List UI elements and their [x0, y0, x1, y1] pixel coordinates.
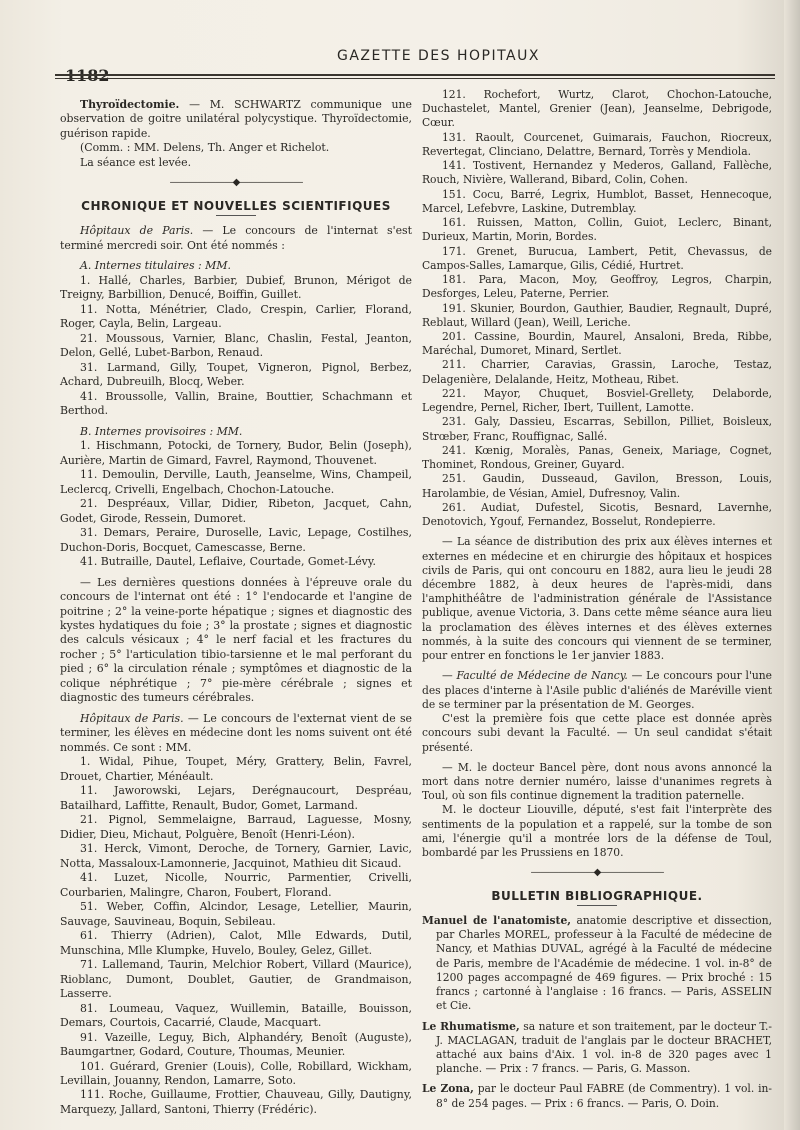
intro-text: — Le concours de l'internat s'est terminé mercredi soir. Ont été nommés : — [60, 224, 412, 252]
distribution-paragraph: — La séance de distribution des prix aux élèves internes et externes en médecine et en chirurgie des hôpitaux et hospices civils de Paris, qui ont concouru en 1882, aura lieu le jeudi 28 décembre 1882, à deux heures de l'après-midi, dans l'amphithéâtre de l'administration générale de l'Assistance publique, avenue Victoria, 3. Dans cette même séance aura lieu la proclamation des élèves internes et des élèves externes nommés, à la suite des concours qui viennent de se terminer, pour entrer en fonctions le 1er janvier 1883. — [422, 535, 772, 663]
liouville-paragraph: M. le docteur Liouville, député, s'est fait l'interprète des sentiments de la population et a rappelé, sur la tombe de son ami, l'énergie qu'il a montrée lors de la défense de Toul, bombardé par les Prussiens en 1870. — [422, 803, 772, 860]
list-item: 211. Charrier, Caravias, Grassin, Laroche, Testaz, Delagenière, Delalande, Heitz, Motheau, Ribet. — [422, 358, 772, 386]
bancel-paragraph: — M. le docteur Bancel père, dont nous avons annoncé la mort dans notre dernier numéro, laisse d'unanimes regrets à Toul, où son fils continue dignement la tradition paternelle. — [422, 760, 772, 803]
page-header — [55, 48, 775, 85]
list-item: 31. Demars, Peraire, Duroselle, Lavic, Lepage, Costilhes, Duchon-Doris, Bocquet, Camescasse, Berne. — [60, 526, 412, 554]
separator-ornament: ———————◆——————— — [169, 177, 303, 189]
bib-title: Manuel de l'anatomiste, — [422, 913, 571, 927]
list-item: 141. Tostivent, Hernandez y Mederos, Galland, Fallèche, Rouch, Nivière, Wallerand, Bibard, Colin, Cohen. — [422, 159, 772, 187]
intro-label: Hôpitaux de Paris. — [80, 224, 194, 238]
internat-intro — [60, 224, 412, 253]
nancy-paragraph-2: C'est la première fois que cette place est donnée après concours subi devant la Faculté. — Un seul candidat s'était présenté. — [422, 712, 772, 754]
list-item: 221. Mayor, Chuquet, Bosviel-Grellety, Delaborde, Legendre, Pernel, Richer, Ibert, Tuillent, Lamotte. — [422, 386, 772, 415]
list-item: 111. Roche, Guillaume, Frottier, Chauveau, Gilly, Dautigny, Marquezy, Jallard, Santoni, Thierry (Frédéric). — [60, 1088, 412, 1116]
header-rule-thin — [55, 78, 775, 79]
thyroid-paragraph — [60, 98, 412, 141]
chronique-heading: CHRONIQUE ET NOUVELLES SCIENTIFIQUES — [81, 198, 391, 213]
adjourn-line: La séance est levée. — [80, 155, 192, 169]
header-rule — [55, 74, 775, 76]
heading-rule — [577, 905, 617, 906]
externat-text: — Le concours de l'externat vient de se terminer, les élèves en médecine dont les noms suivent ont été nommés. Ce sont : MM. — [60, 711, 412, 754]
page-edge-shadow — [784, 0, 800, 1130]
questions-paragraph: — Les dernières questions données à l'épreuve orale du concours de l'internat ont été : 1° l'endocarde et l'angine de poitrine ; 2° la veine-porte hépatique ; signes et diagnostic des kystes hydatiques du foie ; 3° la prostate ; signes et diagnostic des calculs vésicaux ; 4° le nerf facial et les fractures du rocher ; 5° l'articulation tibio-tarsienne et le mal perforant du pied ; 6° la circulation rénale ; symptômes et diagnostic de la colique néphrétique ; 7° pie-mère cérébrale ; signes et diagnostic des tumeurs cérébrales. — [60, 575, 412, 705]
page-number: 1182 — [65, 66, 110, 85]
list-item: 11. Jaworowski, Lejars, Derégnaucourt, Despréau, Batailhard, Laffitte, Renault, Budor, Gomet, Larmand. — [60, 784, 412, 812]
heading-rule — [216, 215, 256, 216]
list-item: 251. Gaudin, Dusseaud, Gavilon, Bresson, Louis, Harolambie, de Vésian, Amiel, Dufresnoy, Valin. — [422, 472, 772, 500]
list-item: 231. Galy, Dassieu, Escarras, Sebillon, Pilliet, Boisleux, Strœber, Franc, Rouffignac, Sallé. — [422, 415, 772, 443]
thyroid-title: Thyroïdectomie. — [80, 98, 180, 111]
nancy-paragraph: — Faculté de Médecine de Nancy. — Le concours pour l'une des places d'interne à l'Asile public d'aliénés de Maréville vient de se terminer par la présentation de M. Georges. — [422, 669, 772, 711]
bib-text: sa nature et son traitement, par le docteur T.-J. MACLAGAN, traduit de l'anglais par le docteur BRACHET, attaché aux bains d'Aix. 1 vol. in-8 de 320 pages avec 1 planche. — Prix : 7 francs. — Paris, G. Masson. — [436, 1019, 772, 1076]
list-item: 51. Weber, Coffin, Alcindor, Lesage, Letellier, Maurin, Sauvage, Sauvineau, Boquin, Sebileau. — [60, 900, 412, 928]
nancy-text: — Le concours pour l'une des places d'interne à l'Asile public d'aliénés de Maréville vient de se terminer par la présentation de M. Georges. — [422, 669, 772, 711]
list-item: 161. Ruissen, Matton, Collin, Guiot, Leclerc, Binant, Durieux, Martin, Morin, Bordes. — [422, 216, 772, 244]
list-item: 41. Broussolle, Vallin, Braine, Bouttier, Schachmann et Berthod. — [60, 389, 412, 418]
bib-entry — [422, 914, 772, 1014]
bib-entry — [422, 1020, 772, 1077]
list-item: 1. Hischmann, Potocki, de Tornery, Budor, Belin (Joseph), Aurière, Martin de Gimard, Favrel, Raymond, Thouvenet. — [60, 439, 412, 467]
commission-line: (Comm. : MM. Delens, Th. Anger et Richelot. — [80, 141, 330, 155]
list-item: 61. Thierry (Adrien), Calot, Mlle Edwards, Dutil, Munschina, Mlle Klumpke, Huvelo, Bouley, Gelez, Gillet. — [60, 929, 412, 957]
list-item: 261. Audiat, Dufestel, Sicotis, Besnard, Lavernhe, Denotovich, Ygouf, Fernandez, Bosselut, Rondepierre. — [422, 500, 772, 529]
list-item: 241. Kœnig, Moralès, Panas, Geneix, Mariage, Cognet, Thominet, Rondous, Greiner, Guyard. — [422, 443, 772, 472]
right-column — [422, 88, 772, 1111]
list-item: 121. Rochefort, Wurtz, Clarot, Chochon-Latouche, Duchastelet, Mantel, Grenier (Jean), Jeanselme, Debrigode, Cœur. — [422, 88, 772, 130]
list-item: 191. Skunier, Bourdon, Gauthier, Baudier, Regnault, Dupré, Reblaut, Willard (Jean), Weill, Leriche. — [422, 301, 772, 329]
section-b-heading: B. Internes provisoires : MM. — [80, 424, 243, 438]
list-item: 71. Lallemand, Taurin, Melchior Robert, Villard (Maurice), Rioblanc, Dumont, Doublet, Gautier, de Grandmaison, Lasserre. — [60, 958, 412, 1001]
list-item: 151. Cocu, Barré, Legrix, Humblot, Basset, Hennecoque, Marcel, Lefebvre, Laskine, Dutremblay. — [422, 187, 772, 215]
list-item: 31. Herck, Vimont, Deroche, de Tornery, Garnier, Lavic, Notta, Massaloux-Lamonnerie, Jacquinot, Mathieu dit Sicaud. — [60, 842, 412, 870]
list-item: 91. Vazeille, Leguy, Bich, Alphandéry, Benoît (Auguste), Baumgartner, Godard, Couture, Thoumas, Meunier. — [60, 1030, 412, 1059]
list-item: 11. Notta, Ménétrier, Clado, Crespin, Carlier, Florand, Roger, Cayla, Belin, Largeau. — [60, 302, 412, 331]
list-item: 181. Para, Macon, Moy, Geoffroy, Legros, Charpin, Desforges, Leleu, Paterne, Perrier. — [422, 273, 772, 301]
list-item: 1. Hallé, Charles, Barbier, Dubief, Brunon, Mérigot de Treigny, Barbillion, Denucé, Boiffin, Guillet. — [60, 273, 412, 302]
list-item: 131. Raoult, Courcenet, Guimarais, Fauchon, Riocreux, Revertegat, Clinciano, Delattre, Bernard, Torrès y Mendiola. — [422, 130, 772, 158]
list-item: 81. Loumeau, Vaquez, Wuillemin, Bataille, Bouisson, Demars, Courtois, Cacarrié, Claude, Macquart. — [60, 1001, 412, 1030]
bib-text: anatomie descriptive et dissection, par Charles MOREL, professeur à la Faculté de médecine de Nancy, et Mathias DUVAL, agrégé à la Faculté de médecine de Paris, membre de l'Académie de médecine. 1 vol. in-8° de 1200 pages accompagné de 469 figures. — Prix broché : 15 francs ; cartonné à l'anglaise : 16 francs. — Paris, ASSELIN et Cie. — [436, 913, 773, 1013]
list-item: 101. Guérard, Grenier (Louis), Colle, Robillard, Wickham, Levillain, Jouanny, Rendon, Lamarre, Soto. — [60, 1059, 412, 1087]
list-item: 31. Larmand, Gilly, Toupet, Vigneron, Pignol, Berbez, Achard, Dubreuilh, Blocq, Weber. — [60, 360, 412, 389]
bib-title: Le Zona, — [422, 1082, 474, 1096]
list-item: 41. Luzet, Nicolle, Nourric, Parmentier, Crivelli, Courbarien, Malingre, Charon, Foubert, Florand. — [60, 871, 412, 899]
separator-ornament: ———————◆——————— — [530, 867, 664, 879]
list-item: 171. Grenet, Burucua, Lambert, Petit, Chevassus, de Campos-Salles, Lamarque, Gilis, Cédié, Hurtret. — [422, 244, 772, 272]
list-item: 11. Demoulin, Derville, Lauth, Jeanselme, Wins, Champeil, Leclercq, Crivelli, Engelbach, Chochon-Latouche. — [60, 468, 412, 496]
nancy-label: Faculté de Médecine de Nancy. — [456, 669, 628, 683]
list-item: 21. Moussous, Varnier, Blanc, Chaslin, Festal, Jeanton, Delon, Gellé, Lubet-Barbon, Renaud. — [60, 331, 412, 360]
externat-intro — [60, 712, 412, 755]
list-item: 21. Pignol, Semmelaigne, Barraud, Laguesse, Mosny, Didier, Dieu, Michaut, Polguère, Benoît (Henri-Léon). — [60, 813, 412, 841]
list-item: 41. Butraille, Dautel, Leflaive, Courtade, Gomet-Lévy. — [80, 555, 376, 569]
list-item: 21. Despréaux, Villar, Didier, Ribeton, Jacquet, Cahn, Godet, Girode, Ressein, Dumoret. — [60, 497, 412, 525]
left-column — [60, 98, 412, 1117]
list-item: 201. Cassine, Bourdin, Maurel, Ansaloni, Breda, Ribbe, Maréchal, Dumoret, Minard, Sertlet. — [422, 329, 772, 358]
bib-text: par le docteur Paul FABRE (de Commentry). 1 vol. in-8° de 254 pages. — Prix : 6 francs. — Paris, O. Doin. — [436, 1082, 772, 1110]
bib-entry — [422, 1082, 772, 1110]
externat-label: Hôpitaux de Paris. — [80, 711, 184, 725]
thyroid-text: — M. SCHWARTZ communique une observation de goitre unilatéral polycystique. Thyroïdectomie, guérison rapide. — [60, 98, 412, 140]
section-a-heading: A. Internes titulaires : MM. — [80, 259, 231, 273]
list-item: 1. Widal, Pihue, Toupet, Méry, Grattery, Belin, Favrel, Drouet, Chartier, Ménéault. — [60, 755, 412, 783]
bib-title: Le Rhumatisme, — [422, 1019, 520, 1033]
bulletin-heading: BULLETIN BIBLIOGRAPHIQUE. — [491, 888, 703, 903]
running-title: GAZETTE DES HOPITAUX — [337, 48, 540, 64]
